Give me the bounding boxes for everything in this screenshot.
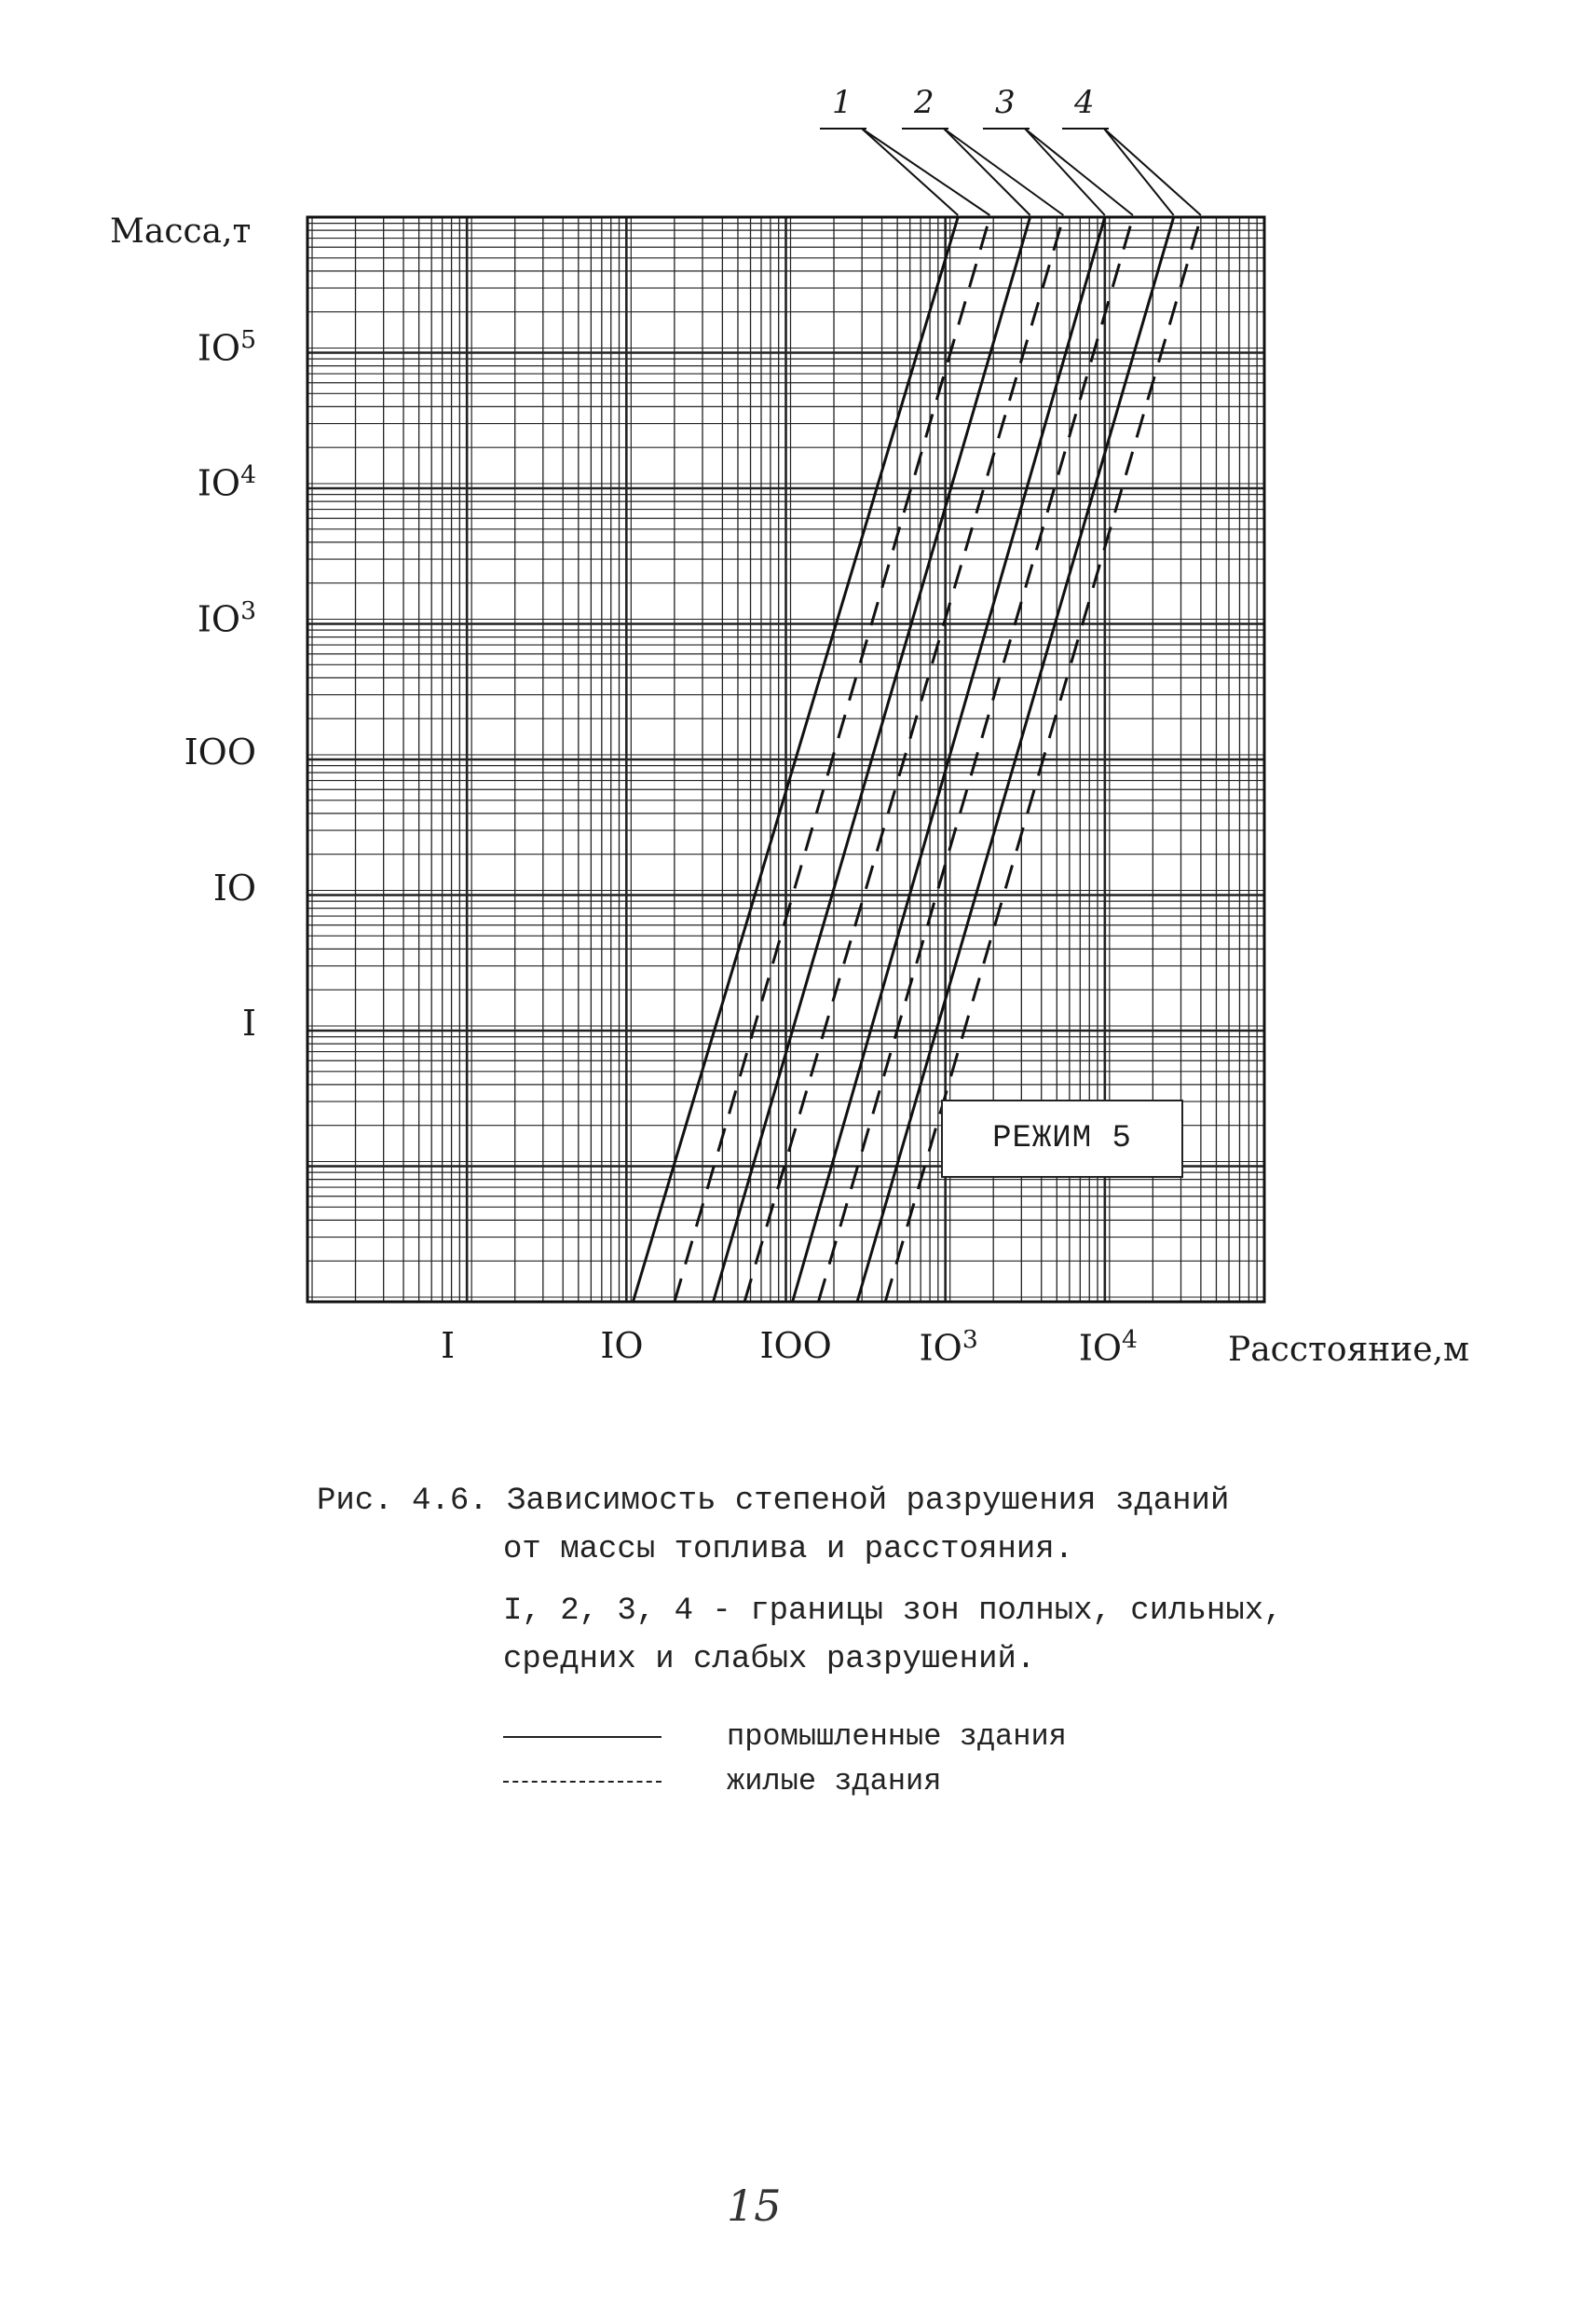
x-tick-label: IOO	[759, 1325, 832, 1366]
figure-caption	[317, 1477, 1435, 1684]
caption-line-1: Рис. 4.6. Зависимость степеной разрушения зданий	[317, 1484, 1230, 1519]
mode-annotation-text: РЕЖИМ 5	[992, 1121, 1132, 1156]
caption-line-4: средних и слабых разрушений.	[503, 1642, 1036, 1677]
y-tick-label: I	[241, 1003, 256, 1044]
curve-label-3: 3	[995, 84, 1016, 121]
y-tick-label: IOO	[184, 732, 256, 773]
x-tick-label: IO	[600, 1325, 644, 1366]
curve-label-leader	[862, 129, 958, 215]
curve-label-leaders	[820, 129, 1201, 215]
curve-label-leader	[944, 129, 1030, 215]
legend-dashed-swatch	[503, 1781, 662, 1783]
x-axis-label: Расстояние,м	[1228, 1331, 1470, 1369]
legend-solid-label: промышленные здания	[727, 1719, 1067, 1754]
caption-line-2: от массы топлива и расстояния.	[503, 1532, 1074, 1567]
curve-label-leader	[862, 129, 989, 215]
y-tick-label: $IO^3$	[197, 595, 256, 640]
x-tick-label: $IO^4$	[1078, 1325, 1138, 1369]
curve-label-leader	[1025, 129, 1133, 215]
curve-label-1: 1	[832, 84, 853, 121]
curve-label-leader	[944, 129, 1063, 215]
curve-label-leader	[1104, 129, 1201, 215]
curve-label-leader	[1104, 129, 1174, 215]
mode-annotation-box	[941, 1100, 1183, 1178]
caption-line-3: I, 2, 3, 4 - границы зон полных, сильных,	[503, 1593, 1283, 1629]
curve-label-leader	[1025, 129, 1105, 215]
x-tick-label: I	[441, 1325, 456, 1366]
x-tick-label: $IO^3$	[919, 1325, 978, 1369]
y-axis-label: Масса,т	[110, 212, 252, 251]
y-tick-label: $IO^5$	[197, 324, 256, 369]
y-tick-label: IO	[212, 867, 256, 909]
page-number: 15	[727, 2181, 782, 2231]
curve-label-2: 2	[914, 84, 934, 121]
legend-solid-row	[503, 1719, 1067, 1754]
y-tick-label: $IO^4$	[197, 460, 256, 504]
legend-solid-swatch	[503, 1736, 662, 1738]
legend-dashed-row	[503, 1764, 941, 1798]
curve-label-4: 4	[1074, 84, 1095, 121]
legend-dashed-label: жилые здания	[727, 1764, 942, 1798]
